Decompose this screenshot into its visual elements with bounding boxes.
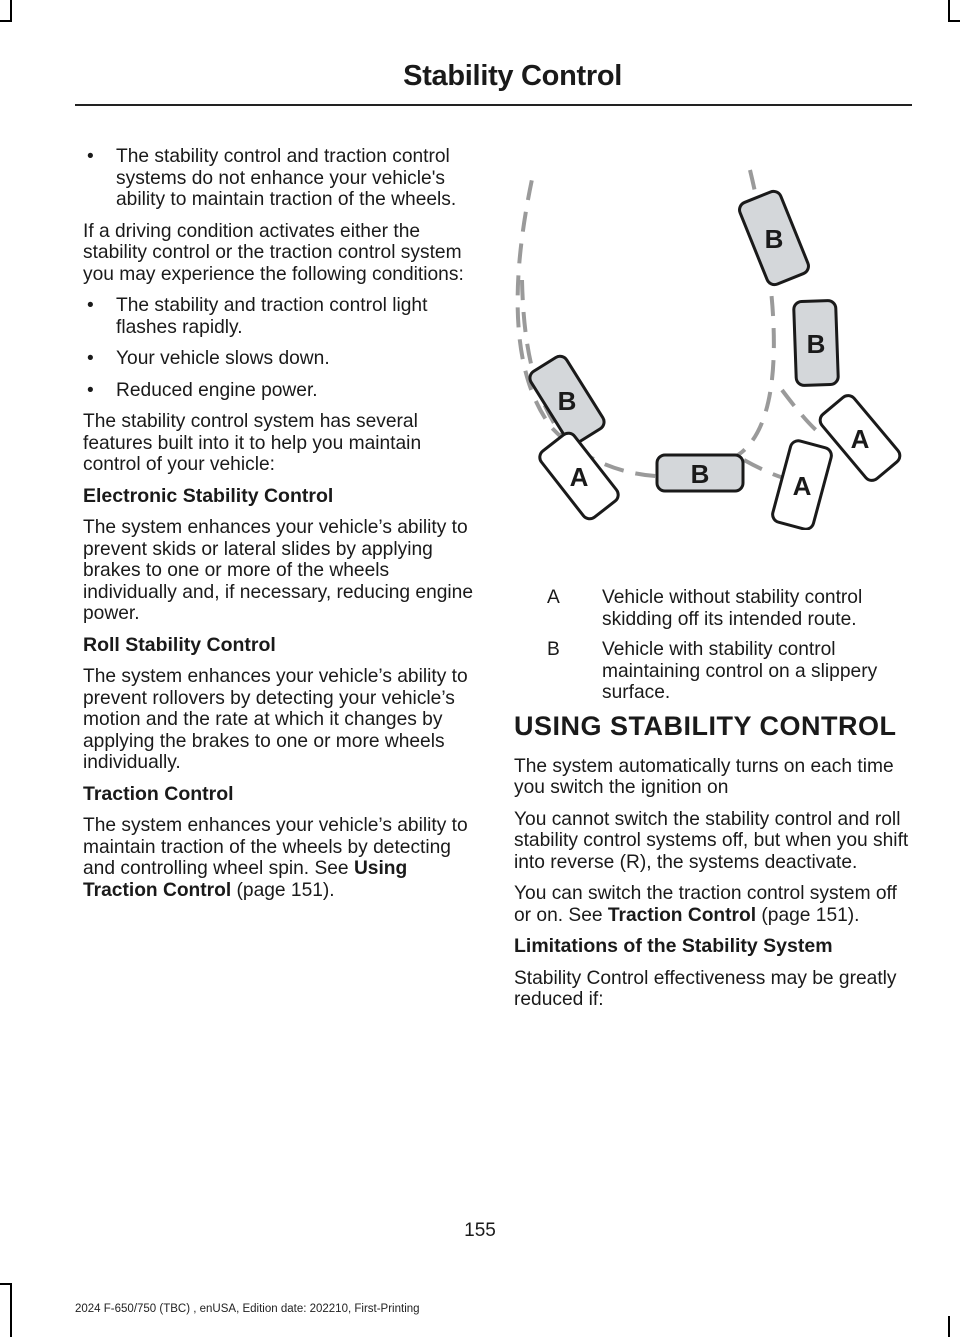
paragraph: The system automatically turns on each time you switch the ignition on [514,755,894,798]
page-number: 155 [464,1220,496,1241]
crop-mark [948,1316,950,1337]
crop-mark [10,0,12,22]
car-b-right [794,300,839,385]
paragraph: The system enhances your vehicle’s ability to prevent skids or lateral slides by applying brakes to one or more of the wheels individually and, if necessary, reducing engine power. [83,517,474,624]
page-reference: (page 151). [756,904,860,926]
stability-diagram [512,160,912,530]
crop-mark [948,0,950,22]
crop-mark [948,20,960,22]
stability-diagram-svg [512,160,912,530]
paragraph: The stability control system has several features built into it to help you maintain control of your vehicle: [83,411,422,475]
list-item [83,348,483,370]
car-a-right [817,392,903,483]
subheading-traction: Traction Control [83,782,234,805]
paragraph: The system enhances your vehicle’s ability to prevent rollovers by detecting your vehicle’s motion and the rate at which it changes by applying the brakes to one or more wheels individually. [83,666,468,773]
cross-reference-link[interactable]: Traction Control [607,904,757,926]
paragraph [514,883,910,926]
footer-edition: 2024 F-650/750 (TBC) , enUSA, Edition date: 202210, First-Printing [75,1303,420,1315]
header-divider [75,104,912,106]
bullet-text: Your vehicle slows down. [116,348,330,369]
crop-mark [10,1283,12,1337]
paragraph: If a driving condition activates either the stability control or the traction control system you may experience the following conditions: [83,220,464,285]
bullet-icon: • [87,348,94,369]
car-label: B [690,459,710,489]
car-label: B [806,329,826,359]
paragraph-text: The system enhances your vehicle’s ability to maintain traction of the wheels by detecting and controlling wheel spin. See [83,815,468,879]
bullet-text: The stability control and traction control systems do not enhance your vehicle's ability to maintain traction of the wheels. [116,146,457,210]
crop-mark [0,1283,12,1285]
paragraph: Stability Control effectiveness may be greatly reduced if: [514,967,897,1010]
left-column [83,146,483,911]
subheading-esc: Electronic Stability Control [83,484,334,507]
paragraph [83,815,483,901]
page-reference: (page 151). [231,879,335,901]
bullet-text: Reduced engine power. [116,379,318,401]
right-column [514,711,910,1021]
paragraph: You cannot switch the stability control and roll stability control systems off, but when you shift into reverse (R), the systems deactivate. [514,808,909,873]
legend-text: Vehicle with stability control maintaining control on a slippery surface. [602,639,878,703]
cross-reference-link[interactable]: Using Traction Control [83,858,408,901]
list-item [83,380,483,402]
list-item [83,295,483,338]
car-b-bottom [657,455,743,491]
page-title: Stability Control [403,60,622,92]
paragraph-text: You can switch the traction control system off or on. See [514,883,897,926]
legend-key: B [547,639,560,660]
subheading-rsc: Roll Stability Control [83,633,276,656]
bullet-icon: • [87,295,94,316]
car-label: A [792,471,812,501]
bullet-icon: • [87,379,94,401]
skid-path [782,390,822,435]
section-title: USING STABILITY CONTROL [514,711,897,741]
car-a-bottom [771,439,833,530]
subheading-limitations: Limitations of the Stability System [514,935,833,957]
car-a-left [537,430,622,522]
bullet-text: The stability and traction control light flashes rapidly. [116,295,428,338]
list-item [83,146,483,211]
car-label: B [764,224,784,254]
bullet-icon: • [87,146,94,167]
car-label: A [569,462,589,492]
legend-key: A [547,587,560,608]
car-label: B [557,386,577,416]
legend-text: Vehicle without stability control skidding off its intended route. [602,587,863,630]
intended-path [518,170,774,476]
car-label: A [850,424,870,454]
car-b-top [737,189,811,287]
crop-mark [0,20,12,22]
